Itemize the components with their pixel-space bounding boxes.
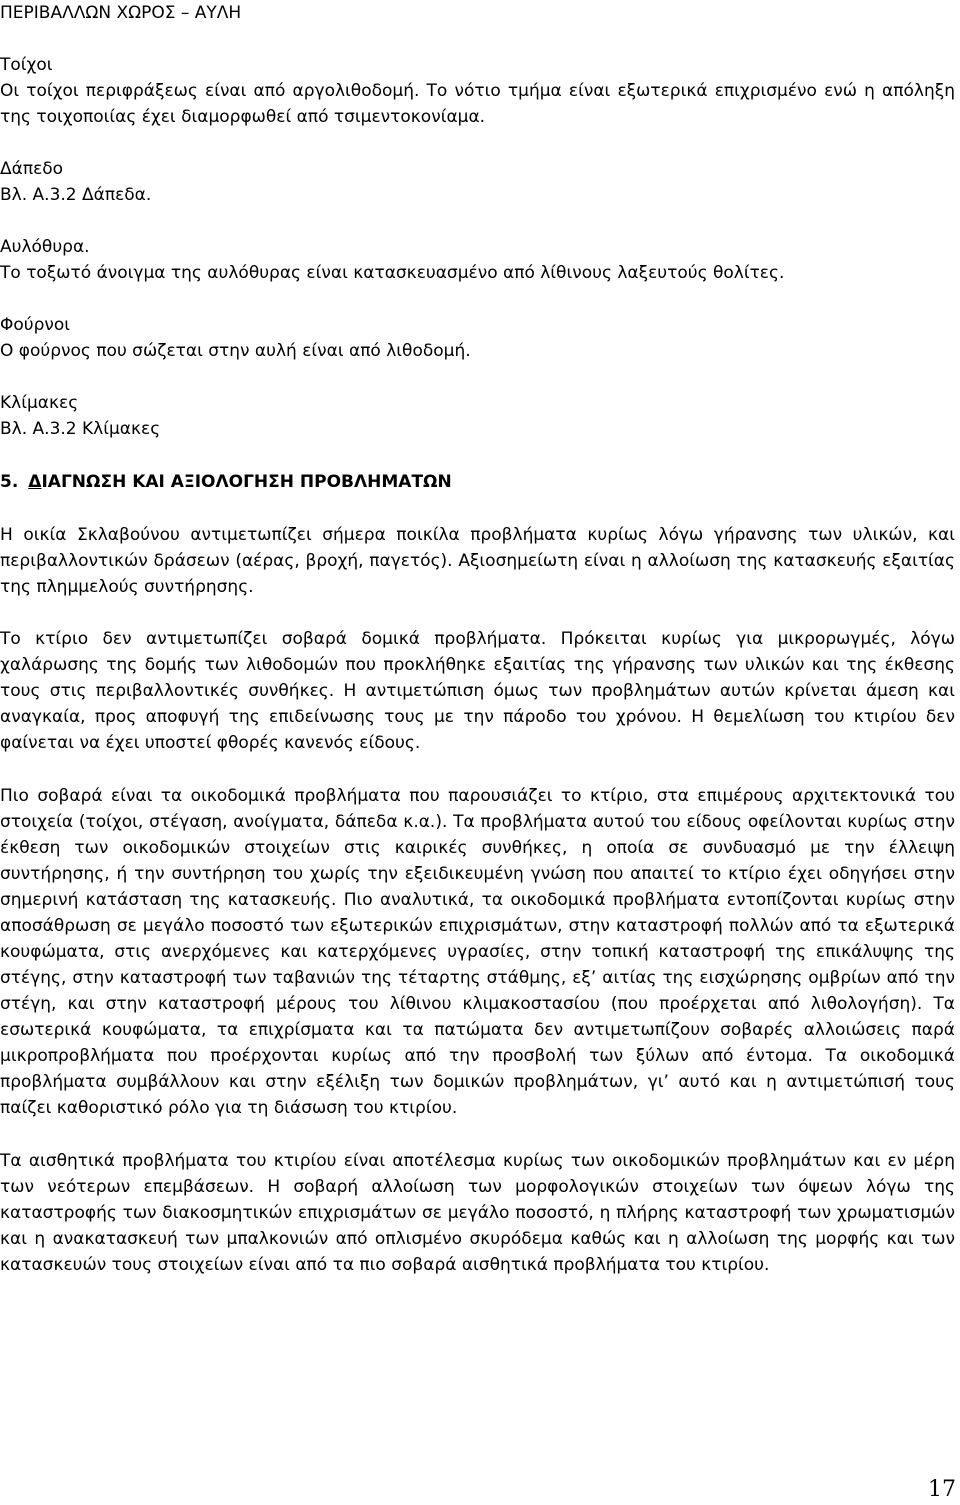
paragraph-1: Η οικία Σκλαβούνου αντιμετωπίζει σήμερα ποικίλα προβλήματα κυρίως λόγω γήρανσης των υλικών, και περιβαλλοντικών δράσεων (αέρας, βροχή, παγετός). Αξιοσημείωτη είναι η αλλοίωση της κατασκευής εξαιτίας της πλημμελούς συντήρησης. bbox=[0, 525, 955, 597]
page-number: 17 bbox=[928, 1477, 956, 1502]
paragraph-3: Πιο σοβαρά είναι τα οικοδομικά προβλήματα που παρουσιάζει το κτίριο, στα επιμέρους αρχιτεκτονικά του στοιχεία (τοίχοι, στέγαση, ανοίγματα, δάπεδα κ.α.). Τα προβλήματα αυτού του είδους οφείλονται κυρίως στην έκθεση των οικοδομικών στοιχείων στις καιρικές συνθήκες, η οποία σε συνδυασμό με την έλλειψη συντήρησης, ή την συντήρηση του χωρίς την εξειδικευμένη γνώση που απαιτεί το κτίριο έχει οδηγήσει στην σημερινή κατάσταση της κατασκευής. Πιο αναλυτικά, τα οικοδομικά προβλήματα εντοπίζονται κυρίως στην αποσάθρωση σε μεγάλο ποσοστό των εξωτερικών επιχρισμάτων, στην καταστροφή πολλών από τα εξωτερικά κουφώματα, στις ανερχόμενες και κατερχόμενες υγρασίες, στην τοπική καταστροφή της επικάλυψης της στέγης, στην καταστροφή των ταβανιών της τέταρτης στάθμης, εξ’ αιτίας της εισχώρησης ομβρίων από την στέγη, και στην καταστροφή μέρους του λίθινου κλιμακοστασίου (που προέρχεται από λιθολογήση). Τα εσωτερικά κουφώματα, τα επιχρίσματα και τα πατώματα δεν αντιμετωπίζουν σοβαρές αλλοιώσεις παρά μικροπροβλήματα που προέρχονται κυρίως από την προσβολή των ξύλων από έντομα. Τα οικοδομικά προβλήματα συμβάλλουν και στην εξέλιξη των δομικών προβλημάτων, γι’ αυτό και η αντιμετώπισή τους παίζει καθοριστικό ρόλο για τη διάσωση του κτιρίου. bbox=[0, 786, 955, 1118]
paragraph-4: Τα αισθητικά προβλήματα του κτιρίου είναι αποτέλεσμα κυρίως των οικοδομικών προβλημάτων και εν μέρη των νεότερων επεμβάσεων. Η σοβαρή αλλοίωση των μορφολογικών στοιχείων των όψεων λόγω της καταστροφής των διακοσμητικών επιχρισμάτων σε μεγάλο ποσοστό, η πλήρης καταστροφή των χρωματισμών και η ανακατασκευή των μπαλκονιών από οπλισμένο σκυρόδεμα καθώς και η αλλοίωση της μορφής και των κατασκευών τους στοιχείων είναι από τα πιο σοβαρά αισθητικά προβλήματα του κτιρίου. bbox=[0, 1151, 955, 1275]
spacer bbox=[0, 208, 958, 234]
chapter-heading bbox=[0, 469, 958, 495]
floor-text: Βλ. Α.3.2 Δάπεδα. bbox=[0, 185, 152, 205]
spacer bbox=[0, 130, 958, 156]
spacer bbox=[0, 26, 958, 52]
stairs-text: Βλ. Α.3.2 Κλίμακες bbox=[0, 419, 161, 439]
walls-heading: Τοίχοι bbox=[0, 55, 53, 75]
chapter-title: ΙΑΓΝΩΣΗ ΚΑΙ ΑΞΙΟΛΟΓΗΣΗ ΠΡΟΒΛΗΜΑΤΩΝ bbox=[41, 472, 452, 492]
section-title: ΠΕΡΙΒΑΛΛΩΝ ΧΩΡΟΣ – ΑΥΛΗ bbox=[0, 3, 242, 23]
gate-text: Το τοξωτό άνοιγμα της αυλόθυρας είναι κατασκευασμένο από λίθινους λαξευτούς θολίτες. bbox=[0, 263, 785, 283]
spacer bbox=[0, 495, 958, 522]
stairs-heading: Κλίμακες bbox=[0, 393, 79, 413]
floor-heading: Δάπεδο bbox=[0, 159, 64, 179]
walls-text: Οι τοίχοι περιφράξεως είναι από αργολιθοδομή. Το νότιο τμήμα είναι εξωτερικά επιχρισμένο ενώ η απόληξη της τοιχοποιίας έχει διαμορφωθεί από τσιμεντοκονίαμα. bbox=[0, 81, 955, 127]
chapter-number: 5. bbox=[0, 472, 19, 492]
spacer bbox=[0, 600, 958, 626]
paragraph-2: Το κτίριο δεν αντιμετωπίζει σοβαρά δομικά προβλήματα. Πρόκειται κυρίως για μικρορωγμές, λόγω χαλάρωσης της δομής των λιθοδομών που προκλήθηκε εξαιτίας της γήρανσης των υλικών και της έκθεσης τους στις περιβαλλοντικές συνθήκες. Η αντιμετώπιση όμως των προβλημάτων αυτών κρίνεται άμεση και αναγκαία, προς αποφυγή της επιδείνωσης τους με την πάροδο του χρόνου. Η θεμελίωση του κτιρίου δεν φαίνεται να έχει υποστεί φθορές κανενός είδους. bbox=[0, 629, 955, 753]
spacer bbox=[0, 364, 958, 390]
spacer bbox=[0, 286, 958, 312]
ovens-heading: Φούρνοι bbox=[0, 315, 71, 335]
spacer bbox=[0, 1121, 958, 1148]
ovens-text: Ο φούρνος που σώζεται στην αυλή είναι από λιθοδομή. bbox=[0, 341, 471, 361]
spacer bbox=[0, 756, 958, 783]
gate-heading: Αυλόθυρα. bbox=[0, 237, 90, 257]
chapter-first-letter: Δ bbox=[28, 472, 42, 492]
spacer bbox=[0, 442, 958, 469]
